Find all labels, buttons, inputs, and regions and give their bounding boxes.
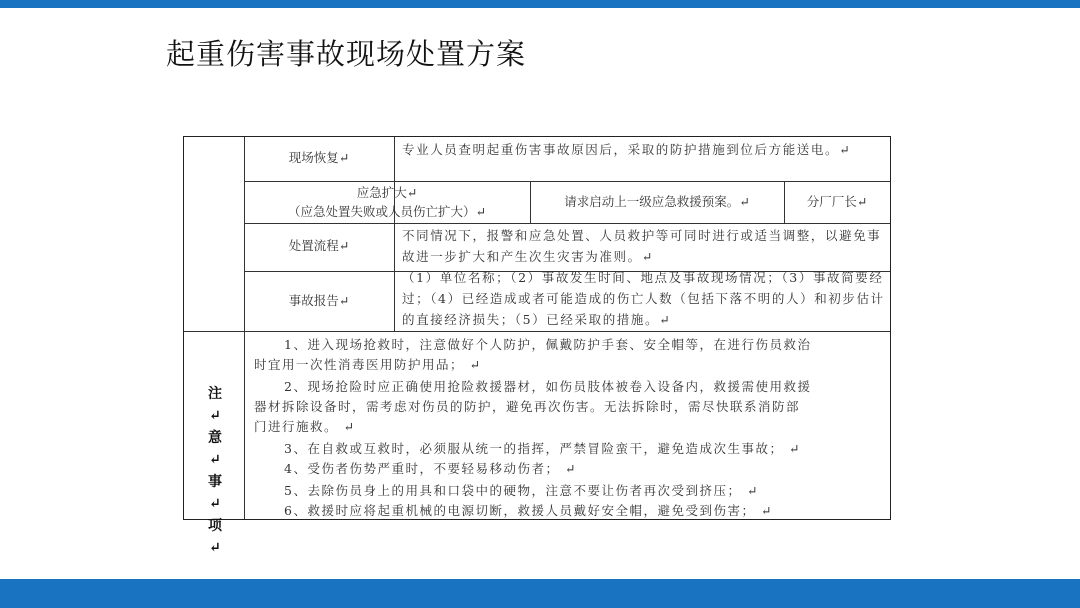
table-divider xyxy=(244,181,890,182)
row-label-accident-report: 事故报告↵ xyxy=(288,293,350,308)
bottom-accent-bar xyxy=(0,579,1080,608)
note-line: 3、在自救或互救时，必须服从统一的指挥，严禁冒险蛮干，避免造成次生事故； ↵ xyxy=(284,441,801,456)
note-line: 门进行施救。 ↵ xyxy=(254,419,356,434)
row-responsible-escalation: 分厂厂长↵ xyxy=(806,194,868,209)
row-content-accident-report: （1）单位名称；（2）事故发生时间、地点及事故现场情况；（3）事故简要经过；（4）已经造成或者可能造成的伤亡人数（包括下落不明的人）和初步估计的直接经济损失；（5）已经采取的措施。↵ xyxy=(402,270,885,327)
notes-header-char: 意↵ xyxy=(208,430,222,468)
row-label-site-recovery: 现场恢复↵ xyxy=(288,150,350,165)
procedure-table-image xyxy=(183,136,891,556)
slide-title: 起重伤害事故现场处置方案 xyxy=(166,37,527,71)
note-line: 6、救援时应将起重机械的电源切断，救援人员戴好安全帽，避免受到伤害； ↵ xyxy=(284,503,773,518)
note-line: 2、现场抢险时应正确使用抢险救援器材，如伤员肢体被卷入设备内，救援需使用救援 xyxy=(284,379,812,394)
note-line: 器材拆除设备时，需考虑对伤员的防护，避免再次伤害。无法拆除时，需尽快联系消防部 xyxy=(254,399,801,414)
note-line: 5、去除伤员身上的用具和口袋中的硬物，注意不要让伤者再次受到挤压； ↵ xyxy=(284,483,759,498)
notes-header-char: 注↵ xyxy=(208,386,222,424)
row-content-escalation: 请求启动上一级应急救援预案。↵ xyxy=(564,194,750,209)
row-label-escalation: 应急扩大↵ xyxy=(356,185,418,200)
notes-header xyxy=(204,383,226,559)
row-label-process: 处置流程↵ xyxy=(288,238,350,253)
note-line: 时宜用一次性消毒医用防护用品； ↵ xyxy=(254,357,482,372)
table-divider xyxy=(184,331,890,332)
row-content-process: 不同情况下，报警和应急处置、人员救护等可同时进行或适当调整，以避免事故进一步扩大和产生次生灾害为准则。↵ xyxy=(402,228,882,264)
table-divider xyxy=(244,223,890,224)
table-divider xyxy=(394,137,395,331)
row-label-escalation-note: （应急处置失败或人员伤亡扩大）↵ xyxy=(288,204,486,219)
notes-header-char: 项↵ xyxy=(208,518,222,556)
note-line: 4、受伤者伤势严重时，不要轻易移动伤者； ↵ xyxy=(284,461,577,476)
top-accent-bar xyxy=(0,0,1080,8)
note-line: 1、进入现场抢救时，注意做好个人防护，佩戴防护手套、安全帽等，在进行伤员救治 xyxy=(284,337,812,352)
notes-header-char: 事↵ xyxy=(208,474,222,512)
row-content-site-recovery: 专业人员查明起重伤害事故原因后，采取的防护措施到位后方能送电。↵ xyxy=(402,142,852,157)
